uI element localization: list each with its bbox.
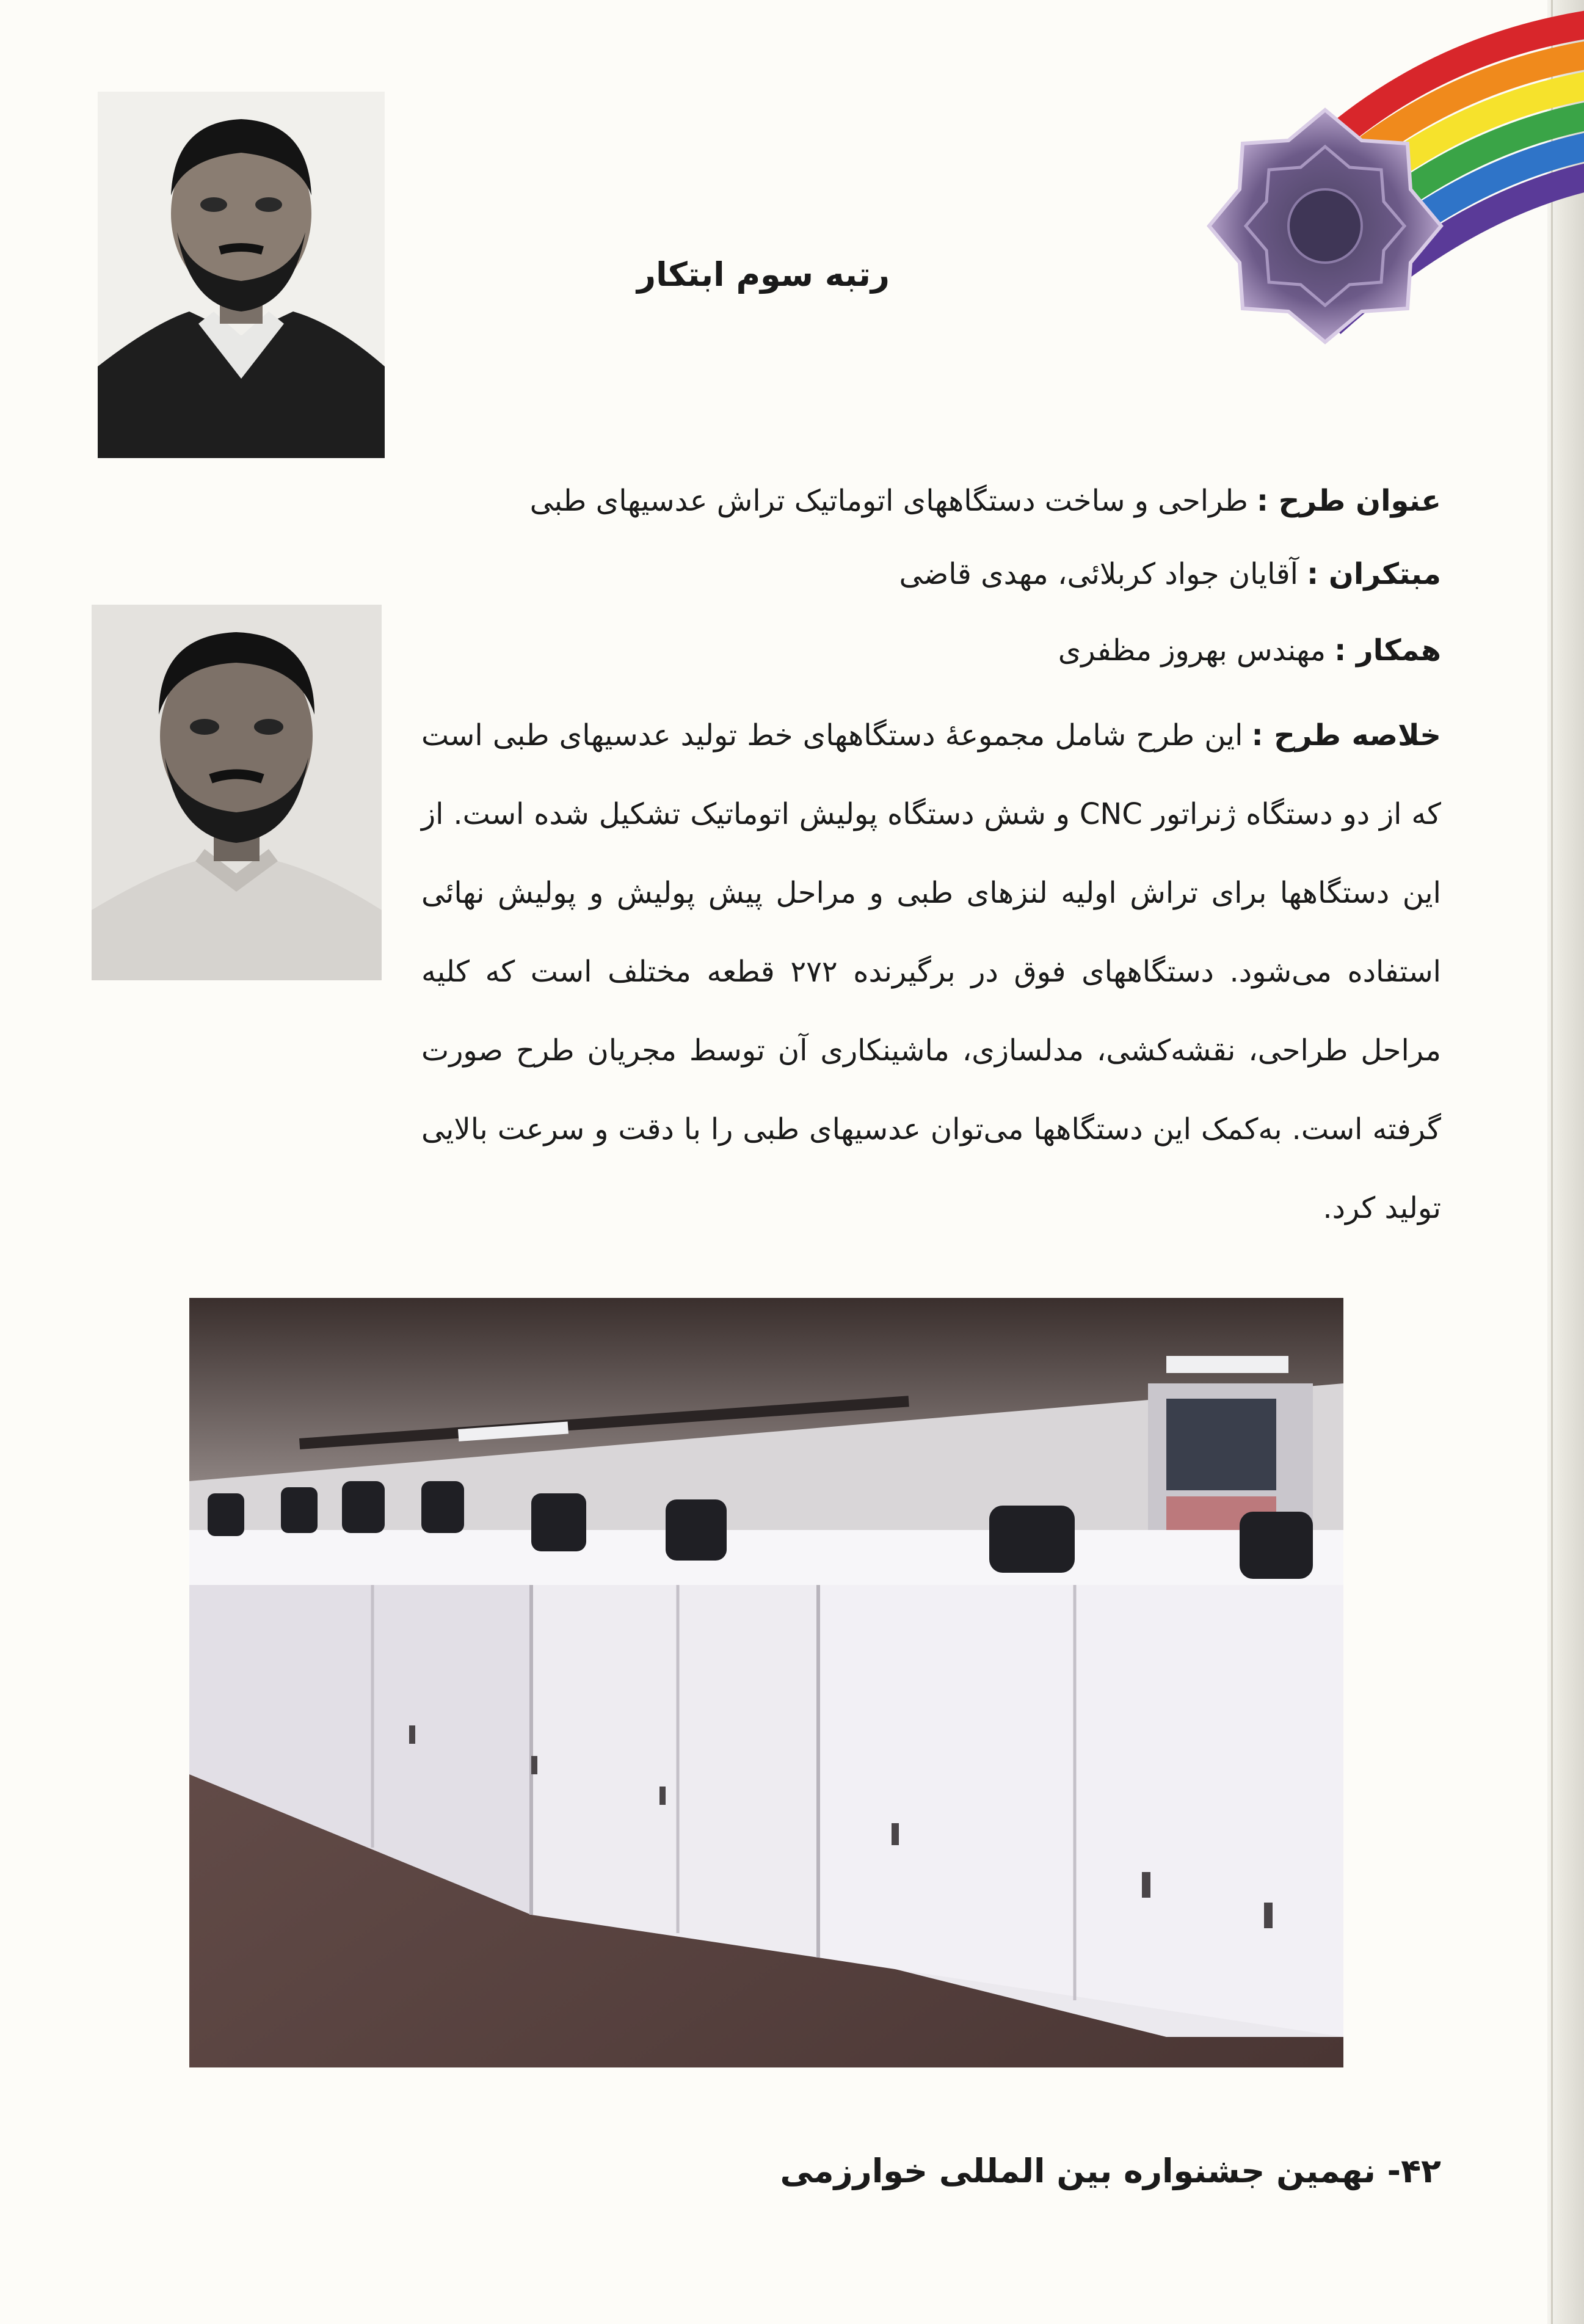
rank-title: رتبه سوم ابتکار (637, 255, 890, 294)
project-summary (421, 696, 1441, 1248)
summary-line: ۲۷۲ قطعه مختلف است که کلیه مراحل طراحی، نقشه‌کشی، مدلسازی، (421, 955, 1441, 1068)
inventors-label: مبتکران : (1306, 557, 1441, 591)
footer-festival-title: ۴۲- نهمین جشنواره بین المللی خوارزمی (780, 2152, 1441, 2190)
summary-line: ماشینکاری آن توسط مجریان طرح صورت گرفته است. به‌کمک این دستگاهها (421, 1033, 1442, 1146)
machines-photo (189, 1298, 1343, 2067)
summary-line: طبی است که از دو دستگاه ژنراتور CNC و شش دستگاه پولیش اتوماتیک (421, 718, 1442, 831)
inventors-value: آقایان جواد کربلائی، مهدی قاضی (899, 557, 1298, 591)
colleague-line (421, 614, 1441, 687)
colleague-value: مهندس بهروز مظفری (1058, 633, 1326, 668)
summary-label: خلاصه طرح : (1251, 718, 1442, 752)
summary-line: تشکیل شده است. از این دستگاهها برای تراش اولیه لنزهای طبی و مراحل (421, 797, 1442, 910)
summary-line: پیش پولیش و پولیش نهائی استفاده می‌شود. دستگاههای فوق در برگیرنده (421, 876, 1441, 989)
project-title-value: طراحی و ساخت دستگاههای اتوماتیک تراش عدسیهای طبی (529, 484, 1248, 518)
summary-line: این طرح شامل مجموعهٔ دستگاههای خط تولید عدسیهای (559, 718, 1243, 752)
project-title-line (421, 464, 1441, 537)
rainbow-emblem-icon (1197, 0, 1584, 379)
colleague-label: همکار : (1334, 633, 1441, 668)
summary-line: می‌توان عدسیهای طبی را با دقت و سرعت بالایی تولید کرد. (421, 1112, 1441, 1225)
project-title-label: عنوان طرح : (1256, 484, 1441, 518)
portrait-photo-inventor-1 (98, 92, 385, 458)
inventors-line (421, 537, 1441, 611)
portrait-photo-inventor-2 (92, 605, 382, 980)
